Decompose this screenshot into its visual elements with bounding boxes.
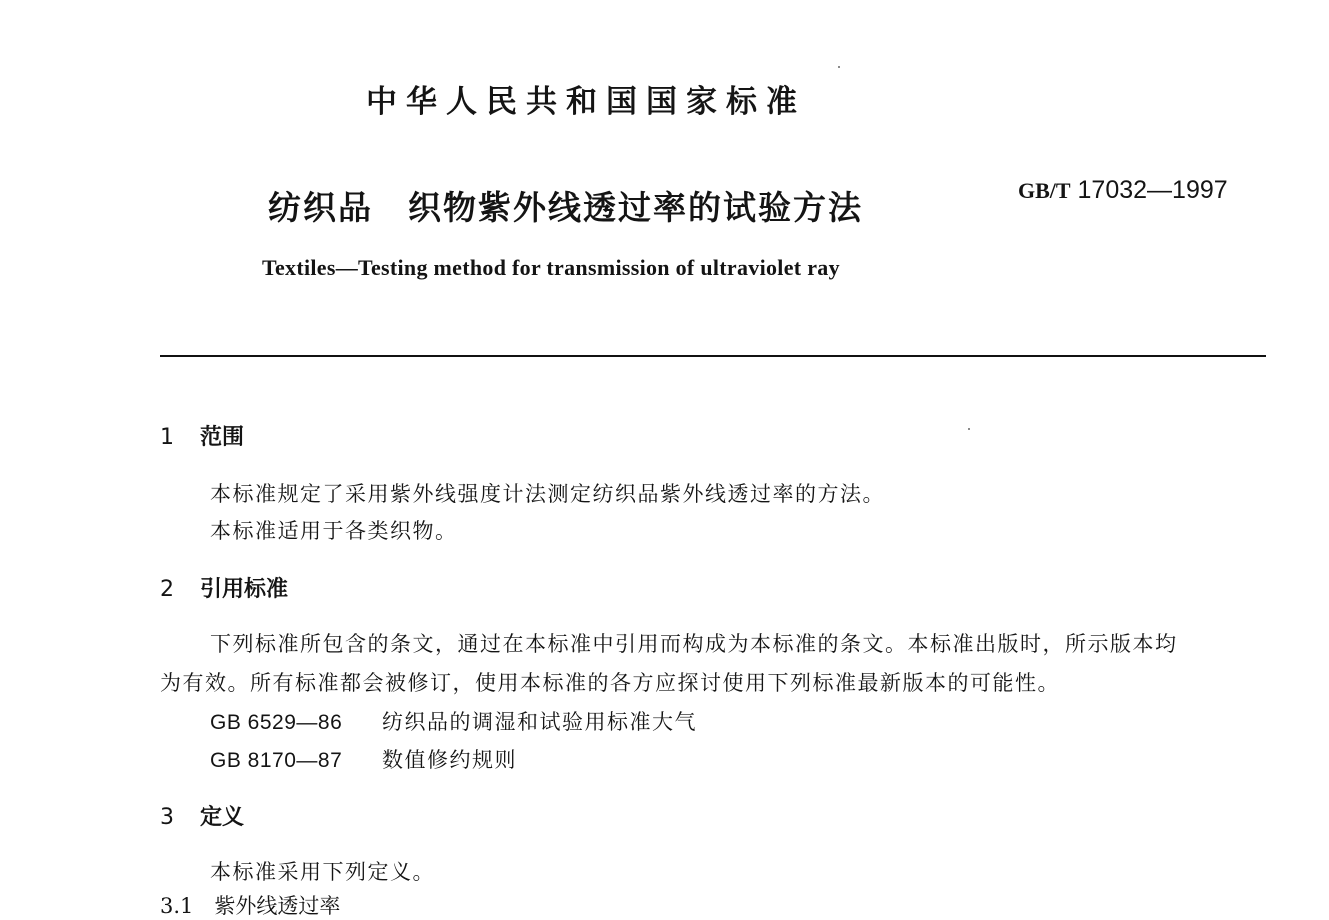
section-1-paragraph-1: 本标准规定了采用紫外线强度计法测定纺织品紫外线透过率的方法。 [210,482,885,506]
standard-code-number: 17032—1997 [1077,176,1228,204]
section-3-heading [160,800,244,831]
reference-code: GB 6529—86 [210,711,343,734]
document-title-cn: 纺织品 织物紫外线透过率的试验方法 [268,188,863,227]
section-2-heading [160,572,288,603]
standard-code-prefix: GB/T [1018,178,1071,203]
section-2-number: 2 [160,577,174,602]
document-title-en: Textiles—Testing method for transmission of ultraviolet ray [262,255,840,280]
section-2-title: 引用标准 [200,577,289,602]
standard-code [1018,176,1228,205]
header-divider [160,355,1266,357]
reference-title: 纺织品的调湿和试验用标准大气 [382,710,697,734]
scan-speck [968,428,970,430]
reference-item [210,744,517,774]
section-1-number: 1 [160,425,174,450]
reference-item [210,706,697,736]
section-3-1-heading-cropped: 3.1 紫外线透过率 [160,894,341,918]
scan-speck [838,66,840,68]
section-1-heading [160,420,244,451]
section-2-paragraph-line-1: 下列标准所包含的条文，通过在本标准中引用而构成为本标准的条文。本标准出版时，所示版本均 [210,632,1178,656]
section-3-paragraph-1: 本标准采用下列定义。 [210,860,435,884]
national-standard-heading: 中华人民共和国国家标准 [366,84,806,120]
reference-title: 数值修约规则 [382,748,517,772]
section-2-paragraph-line-2: 为有效。所有标准都会被修订，使用本标准的各方应探讨使用下列标准最新版本的可能性。 [160,671,1060,695]
section-1-title: 范围 [200,425,245,450]
section-3-number: 3 [160,805,174,830]
section-1-paragraph-2: 本标准适用于各类织物。 [210,519,458,543]
section-3-title: 定义 [200,805,245,830]
reference-code: GB 8170—87 [210,749,343,772]
